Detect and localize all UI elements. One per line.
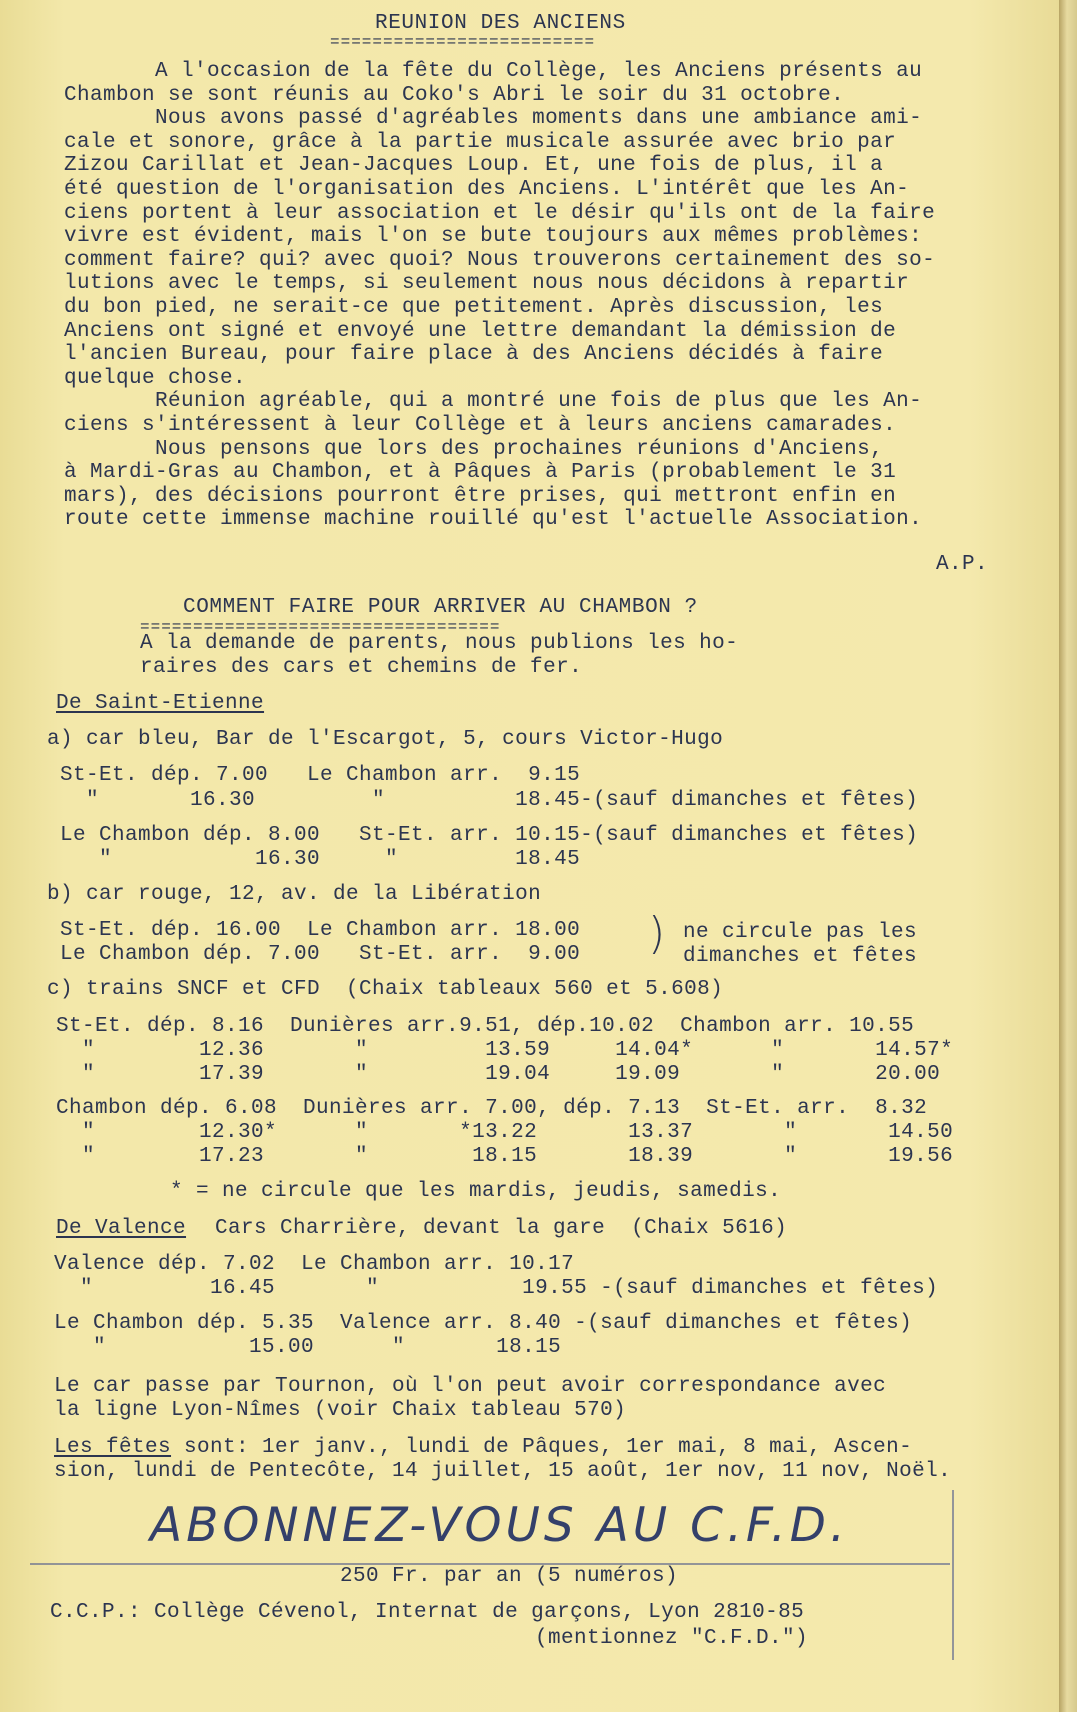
fetes-line-2: sion, lundi de Pentecôte, 14 juillet, 15 août, 1er nov, 11 nov, Noël. [54,1460,952,1483]
a-row-3: Le Chambon dép. 8.00 St-Et. arr. 10.15-(sauf dimanches et fêtes) [60,824,919,847]
intro-line-2: raires des cars et chemins de fer. [140,656,583,679]
fetes-label: Les fêtes [54,1436,172,1459]
subscription-price: 250 Fr. par an (5 numéros) [340,1565,679,1588]
box-vertical-rule [952,1490,954,1660]
a-row-4: " 16.30 " 18.45 [60,848,581,871]
reunion-line: l'ancien Bureau, pour faire place à des Anciens décidés à faire [64,343,884,367]
reunion-line: lutions avec le temps, si seulement nous nous décidons à repartir [64,272,910,296]
signature: A.P. [936,553,989,576]
reunion-line: ciens portent à leur association et le désir qu'ils ont de la faire [64,201,936,225]
valence-row-4: " 15.00 " 18.15 [54,1336,562,1359]
mention-line: (mentionnez "C.F.D.") [535,1627,809,1650]
b-note-2: dimanches et fêtes [683,945,918,968]
reunion-line: ciens s'intéressent à leur Collège et à leurs anciens camarades. [64,414,897,437]
reunion-line: du bon pied, ne serait-ce que petitement. Après discussion, les [64,296,884,319]
title-reunion-rule: ========================= [330,33,596,51]
b-note-1: ne circule pas les [683,921,918,944]
ccp-line: C.C.P.: Collège Cévenol, Internat de garçons, Lyon 2810-85 [50,1601,805,1624]
abonnez-banner: ABONNEZ-VOUS AU C.F.D. [150,1498,849,1553]
heading-from-st-etienne: De Saint-Etienne [56,692,265,715]
section-b-heading: b) car rouge, 12, av. de la Libération [47,883,542,906]
section-a-heading: a) car bleu, Bar de l'Escargot, 5, cours Victor-Hugo [47,728,724,751]
reunion-line: quelque chose. [64,366,247,390]
reunion-line: à Mardi-Gras au Chambon, et à Pâques à Paris (probablement le 31 [64,461,897,485]
fetes-text-1: sont: 1er janv., lundi de Pâques, 1er mai, 8 mai, Ascen- [171,1436,913,1459]
reunion-line: Nous pensons que lors des prochaines réunions d'Anciens, [64,437,884,461]
intro-line-1: A la demande de parents, nous publions les ho- [140,632,739,655]
reunion-line: mars), des décisions pourront être prises, qui mettront enfin en [64,484,897,508]
a-row-1: St-Et. dép. 7.00 Le Chambon arr. 9.15 [60,764,581,787]
reunion-line: Chambon se sont réunis au Coko's Abri le soir du 31 octobre. [64,83,845,107]
title-comment-rule: ================================== [140,618,501,636]
reunion-line: Zizou Carillat et Jean-Jacques Loup. Et, une fois de plus, il a [64,154,884,178]
valence-row-3: Le Chambon dép. 5.35 Valence arr. 8.40 -(sauf dimanches et fêtes) [54,1312,913,1335]
a-row-2: " 16.30 " 18.45-(sauf dimanches et fêtes) [60,789,919,812]
b-bracket: ) [648,908,666,959]
b-row-2: Le Chambon dép. 7.00 St-Et. arr. 9.00 [60,943,581,966]
valence-row-2: " 16.45 " 19.55 -(sauf dimanches et fêtes) [54,1277,939,1300]
valence-heading: Cars Charrière, devant la gare (Chaix 5616) [189,1217,788,1240]
reunion-line: route cette immense machine rouillé qu'est l'actuelle Association. [64,508,923,532]
valence-row-1: Valence dép. 7.02 Le Chambon arr. 10.17 [54,1253,575,1276]
c-back-row-2: " 12.30* " *13.22 13.37 " 14.50 [56,1121,954,1144]
c-back-row-3: " 17.23 " 18.15 18.39 " 19.56 [56,1145,954,1168]
reunion-line: été question de l'organisation des Anciens. L'intérêt que les An- [64,178,910,201]
tournon-line-1: Le car passe par Tournon, où l'on peut avoir correspondance avec [54,1375,887,1398]
reunion-line: cale et sonore, grâce à la partie musicale assurée avec brio par [64,130,897,154]
reunion-line: Réunion agréable, qui a montré une fois de plus que les An- [64,390,923,414]
reunion-line: A l'occasion de la fête du Collège, les Anciens présents au [64,60,923,83]
title-reunion: REUNION DES ANCIENS [375,12,626,35]
reunion-line: vivre est évident, mais l'on se bute toujours aux mêmes problèmes: [64,225,923,249]
tournon-line-2: la ligne Lyon-Nîmes (voir Chaix tableau 570) [54,1399,627,1422]
c-out-row-1: St-Et. dép. 8.16 Dunières arr.9.51, dép.10.02 Chambon arr. 10.55 [56,1015,915,1038]
c-footnote: * = ne circule que les mardis, jeudis, samedis. [170,1180,782,1203]
reunion-line: comment faire? qui? avec quoi? Nous trouverons certainement des so- [64,248,936,272]
heading-from-valence: De Valence [56,1217,187,1240]
title-comment: COMMENT FAIRE POUR ARRIVER AU CHAMBON ? [183,596,698,619]
binding-edge [1059,0,1077,1712]
c-out-row-2: " 12.36 " 13.59 14.04* " 14.57* [56,1039,954,1062]
reunion-line: Anciens ont signé et envoyé une lettre demandant la démission de [64,319,897,343]
c-back-row-1: Chambon dép. 6.08 Dunières arr. 7.00, dép. 7.13 St-Et. arr. 8.32 [56,1097,928,1120]
reunion-line: Nous avons passé d'agréables moments dans une ambiance ami- [64,107,923,131]
b-row-1: St-Et. dép. 16.00 Le Chambon arr. 18.00 [60,919,581,942]
fetes-line-1 [54,1436,912,1459]
c-out-row-3: " 17.39 " 19.04 19.09 " 20.00 [56,1063,941,1086]
section-c-heading: c) trains SNCF et CFD (Chaix tableaux 560 et 5.608) [47,978,724,1001]
